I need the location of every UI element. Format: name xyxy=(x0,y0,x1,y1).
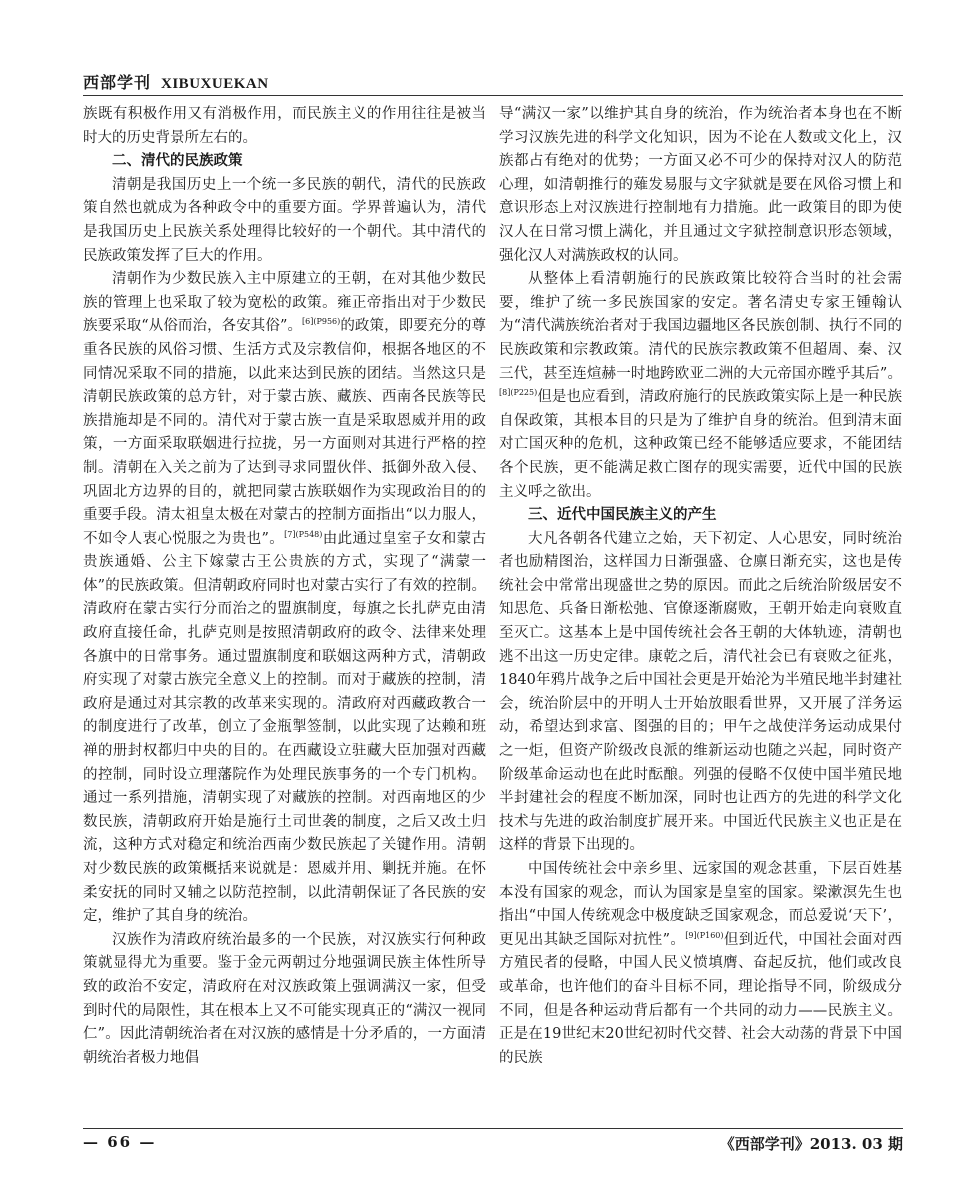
citation: [8](P225) xyxy=(499,388,538,398)
paragraph: 族既有积极作用又有消极作用，而民族主义的作用往往是被当时大的历史背景所左右的。 xyxy=(83,106,486,146)
paragraph-text: 的政策，即要充分的尊重各民族的风俗习惯、生活方式及宗教信仰，根据各地区的不同情况采取不同的措施，以此来达到民族的团结。当然这只是清朝民族政策的总方针，对于蒙古族、藏族、西南各民族等民族措施却是不同的。清代对于蒙古族一直是采取恩威并用的政策，一方面采取联姻进行拉拢，另一方面则对其进行严格的控制。清朝在入关之前为了达到寻求同盟伙伴、抵御外敌入侵、巩固北方边界的目的，就把同蒙古族联姻作为实现政治目的的重要手段。清太祖皇太极在对蒙古的控制方面指出“以力服人，不如令人衷心悦服之为贵也”。 xyxy=(83,318,486,547)
footer-rule xyxy=(83,1128,903,1129)
paragraph-text: 清朝作为少数民族入主中原建立的王朝，在对其他少数民族的管理上也采取了较为宽松的政策。雍正帝指出对于少数民族要采取“从俗而治，各安其俗”。 xyxy=(83,271,486,335)
paragraph: 汉族作为清政府统治最多的一个民族，对汉族实行何种政策就显得尤为重要。鉴于金元两朝过分地强调民族主体性所导致的政治不安定，清政府在对汉族政策上强调满汉一家，但受到时代的局限性，其在根本上又不可能实现真正的“满汉一视同仁”。因此清朝统治者在对汉族的感情是十分矛盾的，一方面清朝统治者极力地倡 xyxy=(83,931,486,1066)
paragraph-text: 中国传统社会中亲乡里、远家国的观念甚重，下层百姓基本没有国家的观念，而认为国家是皇室的国家。梁漱溟先生也指出“中国人传统观念中极度缺乏国家观念，而总爱说‘天下’，更见出其缺乏国际对抗性”。 xyxy=(499,861,902,948)
header-rule xyxy=(83,95,903,96)
paragraph-text: 由此通过皇室子女和蒙古贵族通婚、公主下嫁蒙古王公贵族的方式，实现了“满蒙一体”的民族政策。但清朝政府同时也对蒙古实行了有效的控制。清政府在蒙古实行分而治之的盟旗制度，每旗之长扎萨克由清政府直接任命，扎萨克则是按照清朝政府的政令、法律来处理各旗中的日常事务。通过盟旗制度和联姻这两种方式，清朝政府实现了对蒙古族完全意义上的控制。而对于藏族的控制，清政府是通过对其宗教的改革来实现的。清政府对西藏政教合一的制度进行了改革，创立了金瓶掣签制，以此实现了达赖和班禅的册封权都归中央的目的。在西藏设立驻藏大臣加强对西藏的控制，同时设立理藩院作为处理民族事务的一个专门机构。通过一系列措施，清朝实现了对藏族的控制。对西南地区的少数民族，清朝政府开始是施行土司世袭的制度，之后又改土归流，这种方式对稳定和统治西南少数民族起了关键作用。清朝对少数民族的政策概括来说就是：恩威并用、剿抚并施。在怀柔安抚的同时又辅之以防范控制，以此清朝保证了各民族的安定，维护了其自身的统治。 xyxy=(83,530,486,925)
paragraph: 大凡各朝各代建立之始，天下初定、人心思安，同时统治者也励精图治，这样国力日渐强盛、仓廪日渐充实，这也是传统社会中常常出现盛世之势的原因。而此之后统治阶级居安不知思危、兵备日渐松弛、官僚逐渐腐败，王朝开始走向衰败直至灭亡。这基本上是中国传统社会各王朝的大体轨迹，清朝也逃不出这一历史定律。康乾之后，清代社会已有衰败之征兆，1840年鸦片战争之后中国社会更是开始沦为半殖民地半封建社会，统治阶层中的开明人士开始放眼看世界，又开展了洋务运动，希望达到求富、图强的目的；甲午之战使洋务运动成果付之一炬，但资产阶级改良派的维新运动也随之兴起，同时资产阶级革命运动也在此时酝酿。列强的侵略不仅使中国半殖民地半封建社会的程度不断加深，同时也让西方的先进的科学文化技术与先进的政治制度扩展开来。中国近代民族主义也正是在这样的背景下出现的。 xyxy=(499,530,902,854)
section-heading: 三、近代中国民族主义的产生 xyxy=(528,507,717,524)
citation: [7](P548) xyxy=(284,529,323,539)
citation: [6](P956) xyxy=(302,317,341,327)
paragraph: 导“满汉一家”以维护其自身的统治，作为统治者本身也在不断学习汉族先进的科学文化知识，因为不论在人数或文化上，汉族都占有绝对的优势；一方面又必不可少的保持对汉人的防范心理，如清朝推行的薙发易服与文字狱就是要在风俗习惯上和意识形态上对汉族进行控制地有力措施。此一政策目的即为使汉人在日常习惯上满化，并且通过文字狱控制意识形态领域，强化汉人对满族政权的认同。 xyxy=(499,106,902,264)
right-column xyxy=(499,103,902,1123)
journal-issue: 《西部学刊》2013. 03 期 xyxy=(719,1135,903,1153)
journal-name-cn: 西部学刊 xyxy=(83,73,152,92)
journal-name-en: XIBUXUEKAN xyxy=(161,76,269,92)
section-heading: 二、清代的民族政策 xyxy=(112,153,243,170)
citation: [9](P160) xyxy=(685,930,724,940)
paragraph: 清朝是我国历史上一个统一多民族的朝代，清代的民族政策自然也就成为各种政令中的重要方面。学界普遍认为，清代是我国历史上民族关系处理得比较好的一个朝代。其中清代的民族政策发挥了巨大的作用。 xyxy=(83,176,486,264)
paragraph-text: 但到近代，中国社会面对西方殖民者的侵略，中国人民义愤填膺、奋起反抗，他们或改良或革命，也许他们的奋斗目标不同，理论指导不同，阶级成分不同，但是各种运动背后都有一个共同的动力——民族主义。正是在19世纪末20世纪初时代交替、社会大动荡的背景下中国的民族 xyxy=(499,931,902,1066)
paragraph xyxy=(499,858,902,1070)
page-number: — 66 — xyxy=(83,1133,157,1151)
paragraph xyxy=(83,268,486,929)
running-header xyxy=(83,70,903,93)
paragraph-text: 但是也应看到，清政府施行的民族政策实际上是一种民族自保政策，其根本目的只是为了维护自身的统治。但到清末面对亡国灭种的危机，这种政策已经不能够适应要求，不能团结各个民族，更不能满足救亡图存的现实需要，近代中国的民族主义呼之欲出。 xyxy=(499,389,902,500)
paragraph xyxy=(499,268,902,504)
paragraph-text: 从整体上看清朝施行的民族政策比较符合当时的社会需要，维护了统一多民族国家的安定。著名清史专家王锺翰认为“清代满族统治者对于我国边疆地区各民族创制、执行不同的民族政策和宗教政策。清代的民族宗教政策不但超周、秦、汉三代，甚至连煊赫一时地跨欧亚二洲的大元帝国亦瞠乎其后”。 xyxy=(499,271,902,382)
left-column xyxy=(83,103,486,1123)
